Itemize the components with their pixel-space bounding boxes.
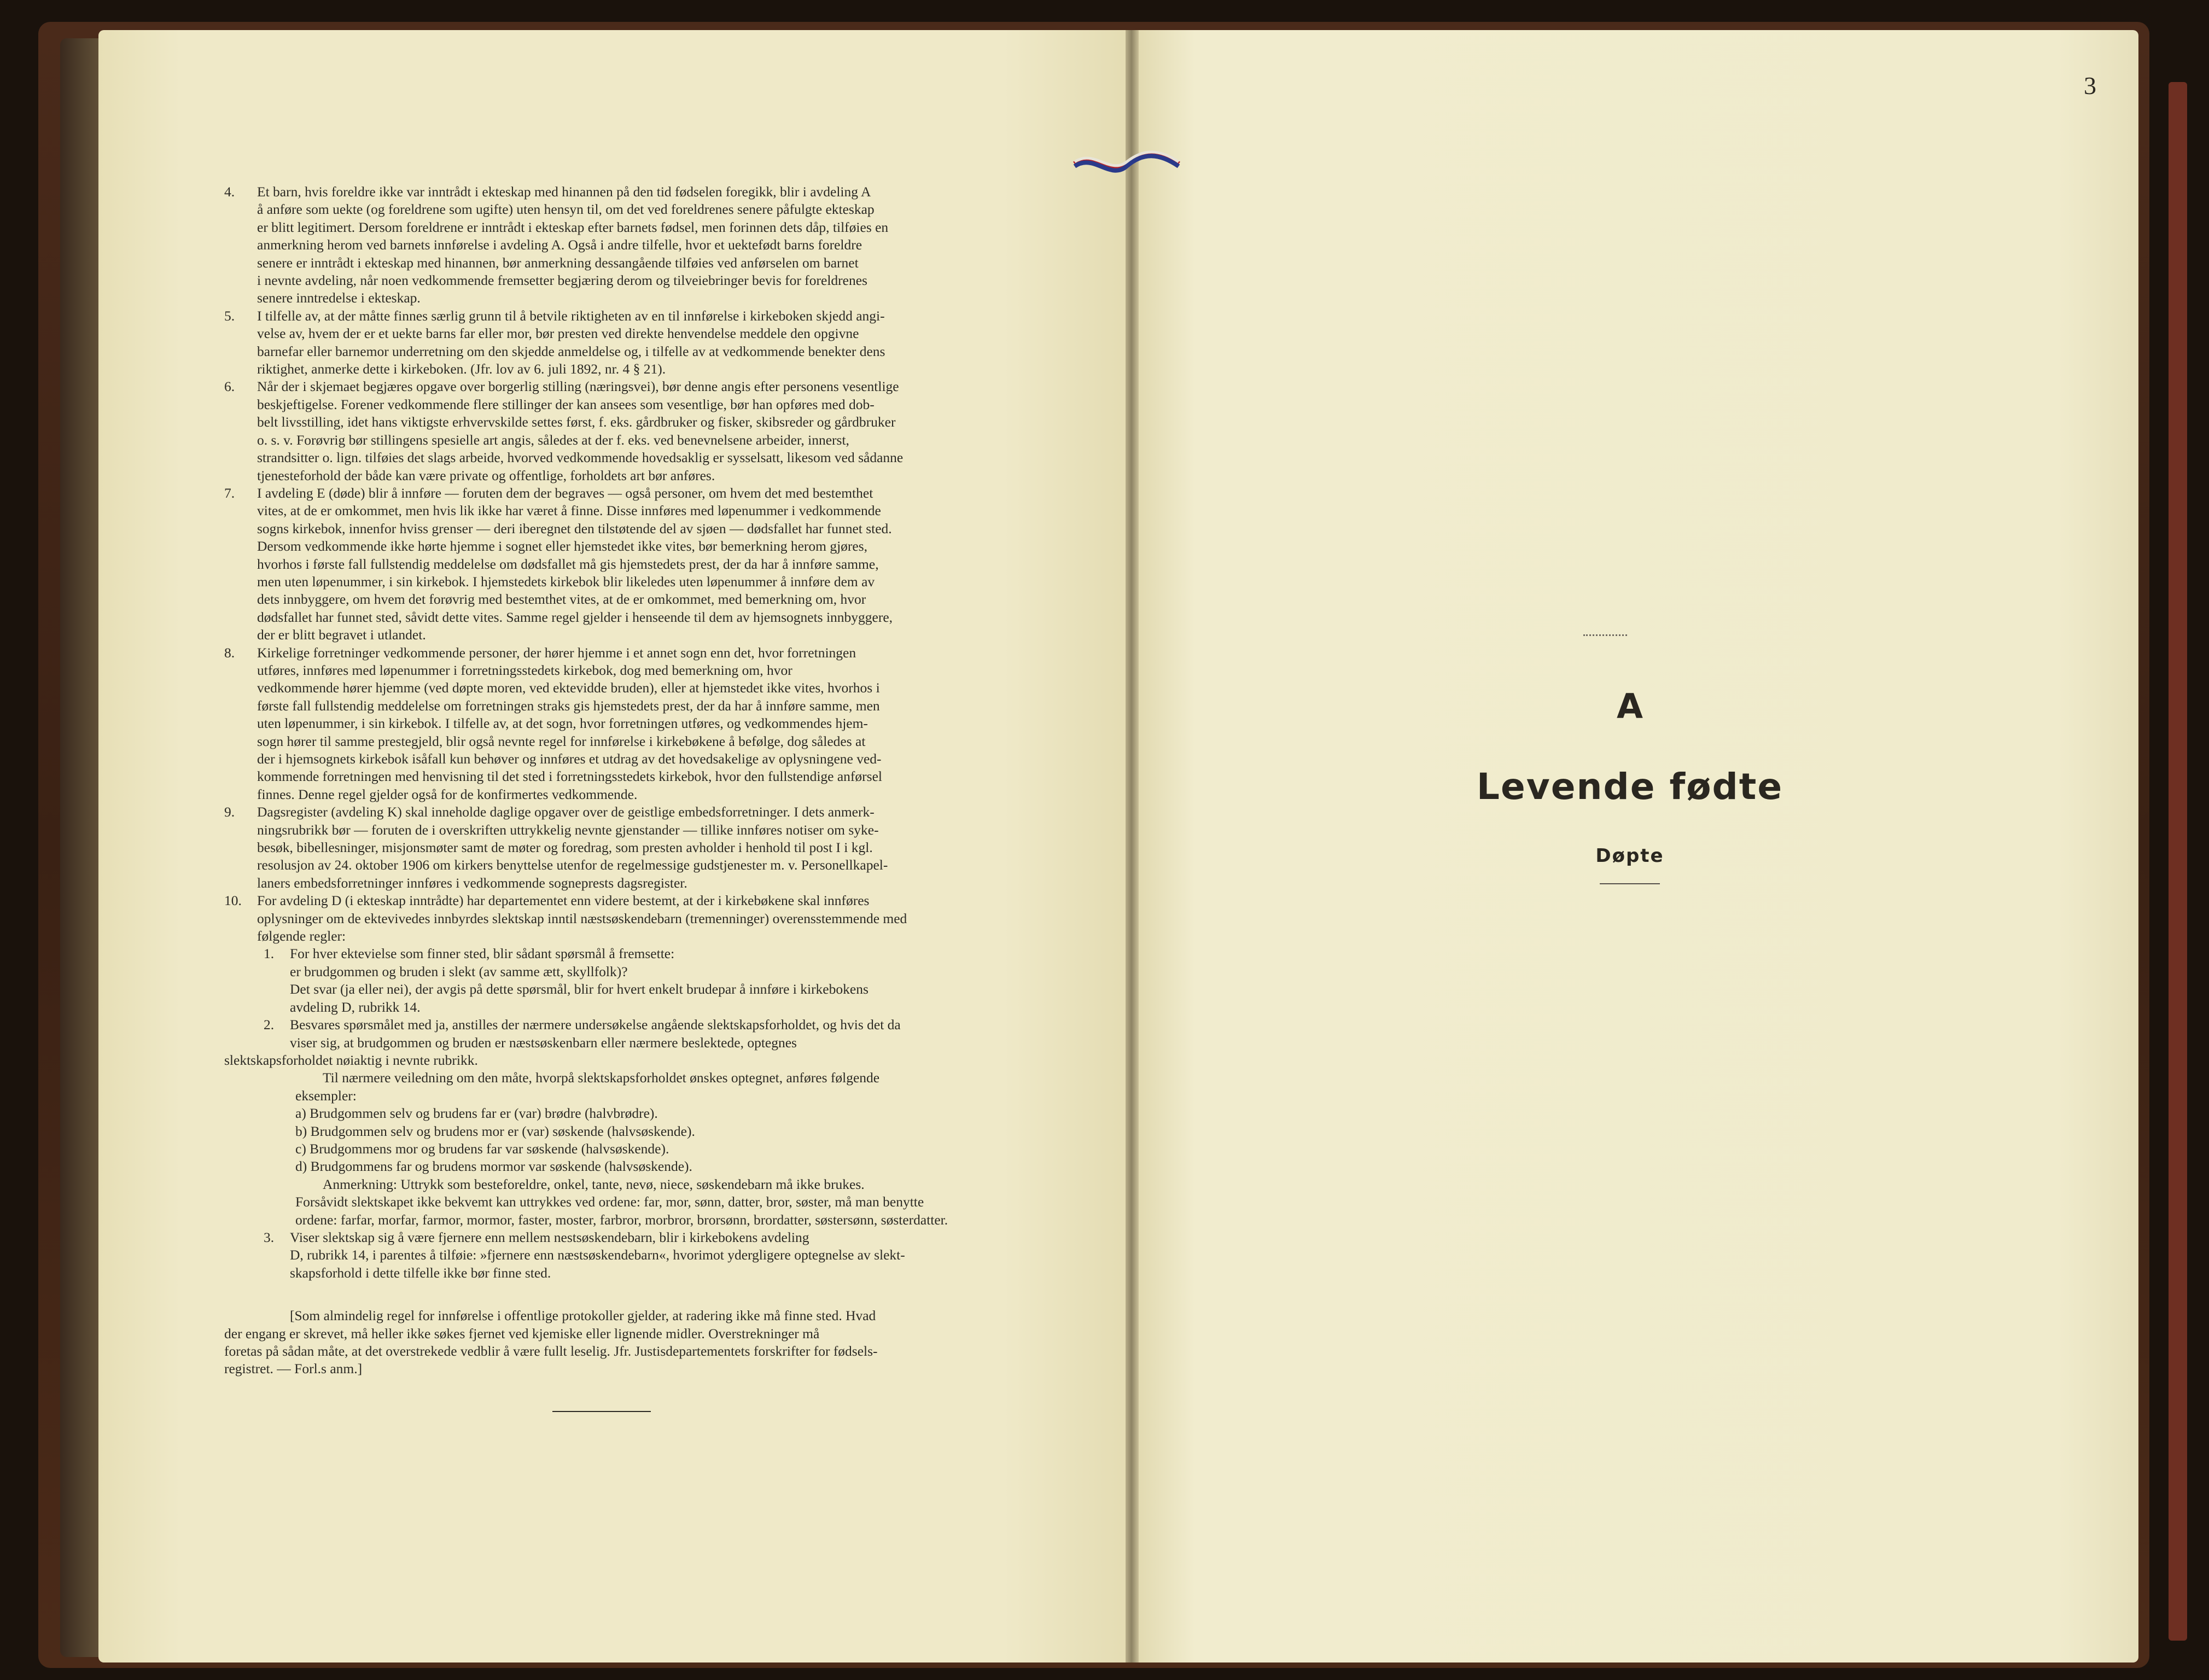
text-line: besøk, bibellesninger, misjonsmøter samt de møter og foredrag, som presten avholder i henhold til post I i kgl. xyxy=(257,839,873,856)
item-number: 10. xyxy=(224,892,242,909)
text-line: strandsitter o. lign. tilføies det slags arbeide, hvorved vedkommende hovedsaklig er sysselsatt, likesom ved sådanne xyxy=(257,450,904,466)
footnote xyxy=(224,1307,1006,1378)
text-line: Dersom vedkommende ikke hørte hjemme i sognet eller hjemstedet ikke vites, bør bemerkning herom gjøres, xyxy=(257,538,868,555)
text-line: laners embedsforretninger innføres i vedkommende sogneprests dagsregister. xyxy=(257,874,687,891)
text-line: anmerkning herom ved barnets innførelse i avdeling A. Også i andre tilfelle, hvor et uektefødt barns foreldre xyxy=(257,237,862,253)
text-line: der er blitt begravet i utlandet. xyxy=(257,627,426,643)
item-number: 2. xyxy=(264,1017,275,1033)
note-line: der engang er skrevet, må heller ikke søkes fjernet ved kjemiske eller lignende midler. Overstrekninger må xyxy=(224,1325,820,1341)
text-line: For hver ektevielse som finner sted, blir sådant spørsmål å fremsette: xyxy=(290,946,675,962)
anmerkning-line: Forsåvidt slektskapet ikke bekvemt kan uttrykkes ved ordene: far, mor, sønn, datter, bror, søster, må man benytte xyxy=(295,1194,924,1210)
paragraph-10 xyxy=(224,892,1006,945)
text-line: o. s. v. Forøvrig bør stillingens spesielle art angis, således at der f. eks. ved benevnelsene arbeider, innerst, xyxy=(257,431,849,448)
book-gutter xyxy=(1126,30,1139,1662)
text-line: ningsrubrikk bør — foruten de i overskriften uttrykkelig nevnte gjenstander — tillike innføres notiser om syke- xyxy=(257,821,879,838)
paragraph-5 xyxy=(224,307,1006,378)
text-line: skapsforhold i dette tilfelle ikke bør finne sted. xyxy=(290,1264,551,1281)
text-line: der i hjemsognets kirkebok isåfall kun behøver og innføres et utdrag av det hovedsakelige av oplysningene ved- xyxy=(257,751,882,767)
text-line: vites, at de er omkommet, men hvis lik ikke har været å finne. Disse innføres med løpenummer i vedkommende xyxy=(257,503,881,519)
section-subtitle: Døpte xyxy=(1595,845,1664,867)
text-line: senere inntredelse i ekteskap. xyxy=(257,290,421,306)
text-line: sogns kirkebok, innenfor hviss grenser — deri iberegnet den tilstøtende del av sjøen — dødsfallet har funnet sted. xyxy=(257,520,892,536)
text-line: resolusjon av 24. oktober 1906 om kirkers benyttelse utenfor de regelmessige gudstjenester m. v. Personellkapel- xyxy=(257,857,888,873)
instructions-text xyxy=(224,183,1006,1412)
text-line: Kirkelige forretninger vedkommende personer, der hører hjemme i et annet sogn enn det, hvor forretningen xyxy=(257,644,856,661)
text-line: I tilfelle av, at der måtte finnes særlig grunn til å betvile riktigheten av en til innførelse i kirkeboken skjedd angi- xyxy=(257,307,885,324)
text-line: tjenesteforhold der både kan være private og offentlige, forholdets art bør anføres. xyxy=(257,467,715,483)
text-line: sogn hører til samme prestegjeld, blir også nevnte regel for innførelse i kirkebøkene å befølge, dog således at xyxy=(257,733,866,749)
text-line: finnes. Denne regel gjelder også for de konfirmertes vedkommende. xyxy=(257,786,638,802)
item-number: 1. xyxy=(264,946,275,962)
text-line: oplysninger om de ektevivedes innbyrdes slektskap inntil næstsøskendebarn (tremenninger) overensstemmende med xyxy=(257,910,907,926)
text-line: Dagsregister (avdeling K) skal inneholde daglige opgaver over de geistlige embedsforretninger. I dets anmerk- xyxy=(257,804,875,820)
text-line: senere er inntrådt i ekteskap med hinannen, bør anmerkning dessangående tilføies ved anførselen om barnet xyxy=(257,254,859,271)
example-line: b) Brudgommen selv og brudens mor er (var) søskende (halvsøskende). xyxy=(295,1123,695,1139)
paragraph-6 xyxy=(224,378,1006,484)
bookmark-ribbon-icon xyxy=(1072,148,1181,180)
text-line: dødsfallet har funnet sted, såvidt dette vites. Samme regel gjelder i henseende til dem av hjemsognets innbyggere, xyxy=(257,609,893,625)
note-line: registret. — Forl.s anm.] xyxy=(224,1361,363,1377)
text-line: er blitt legitimert. Dersom foreldrene er inntrådt i ekteskap efter barnets fødsel, men forinnen dets dåp, tilføies en xyxy=(257,219,889,235)
text-line: vedkommende hører hjemme (ved døpte moren, ved ektevidde bruden), eller at hjemstedet ikke vites, hvorhos i xyxy=(257,680,880,696)
anmerkning-line: ordene: farfar, morfar, farmor, mormor, faster, moster, farbror, morbror, brorsønn, brordatter, søstersønn, søsterdatter. xyxy=(295,1211,948,1228)
text-line: avdeling D, rubrikk 14. xyxy=(290,999,421,1015)
text-line: riktighet, anmerke dette i kirkeboken. (Jfr. lov av 6. juli 1892, nr. 4 § 21). xyxy=(257,361,666,377)
text-line: første fall fullstendig meddelelse om forretningen straks gis hjemstedets prest, der da har å innføre samme, men xyxy=(257,697,880,714)
example-line: d) Brudgommens far og brudens mormor var søskende (halvsøskende). xyxy=(295,1158,692,1175)
text-line: Til nærmere veiledning om den måte, hvorpå slektskapsforholdet ønskes optegnet, anføres følgende xyxy=(323,1070,880,1086)
item-number: 4. xyxy=(224,184,235,200)
item-number: 9. xyxy=(224,804,235,820)
text-line: uten løpenummer, i sin kirkebok. I tilfelle av, at det sogn, hvor forretningen utføres, og vedkommendes hjem- xyxy=(257,715,868,732)
text-line: er brudgommen og bruden i slekt (av samme ætt, skyllfolk)? xyxy=(290,963,628,979)
subtitle-rule xyxy=(1600,883,1660,884)
text-line: kommende forretningen med henvisning til det sted i forretningsstedets kirkebok, hvor den fullstendige anførsel xyxy=(257,768,882,785)
cover-edge xyxy=(2169,82,2187,1641)
section-title: Levende fødte xyxy=(1476,766,1783,808)
subitem-1 xyxy=(224,945,1006,1016)
text-line: men uten løpenummer, i sin kirkebok. I hjemstedets kirkebok blir likeledes uten løpenummer å innføre dem av xyxy=(257,573,875,590)
text-line: For avdeling D (i ekteskap inntrådte) har departementet enn videre bestemt, at der i kirkebøkene skal innføres xyxy=(257,892,870,909)
text-line: eksempler: xyxy=(295,1087,357,1104)
text-line: Når der i skjemaet begjæres opgave over borgerlig stilling (næringsvei), bør denne angis efter personens vesentlige xyxy=(257,378,899,395)
text-line: D, rubrikk 14, i parentes å tilføie: »fjernere enn næstsøskendebarn«, hvorimot ydergligere optegnelse av slekt- xyxy=(290,1247,905,1263)
text-line: slektskapsforholdet nøiaktig i nevnte rubrikk. xyxy=(224,1052,478,1068)
paragraph-9 xyxy=(224,803,1006,892)
text-line: Det svar (ja eller nei), der avgis på dette spørsmål, blir for hvert enkelt brudepar å innføre i kirkebokens xyxy=(290,981,869,998)
paragraph-8 xyxy=(224,644,1006,804)
paragraph-7 xyxy=(224,485,1006,644)
text-line: viser sig, at brudgommen og bruden er næstsøskenbarn eller nærmere beslektede, optegnes xyxy=(290,1034,797,1051)
text-line: Besvares spørsmålet med ja, anstilles der nærmere undersøkelse angående slektskapsforholdet, og hvis det da xyxy=(290,1017,901,1033)
page-number: 3 xyxy=(2084,72,2096,100)
text-line: Et barn, hvis foreldre ikke var inntrådt i ekteskap med hinannen på den tid fødselen foregikk, blir i avdeling A xyxy=(257,184,871,200)
pencil-mark xyxy=(1583,634,1627,636)
subitem-3 xyxy=(224,1229,1006,1282)
anmerkning-line: Anmerkning: Uttrykk som besteforeldre, onkel, tante, nevø, niece, søskendebarn må ikke brukes. xyxy=(323,1176,865,1192)
note-line: [Som almindelig regel for innførelse i offentlige protokoller gjelder, at radering ikke må finne sted. Hvad xyxy=(290,1308,876,1324)
item-number: 3. xyxy=(264,1229,275,1245)
note-line: foretas på sådan måte, at det overstrekede vedblir å være fullt leselig. Jfr. Justisdepartementets forskrifter for fødsels- xyxy=(224,1343,878,1359)
text-line: belt livsstilling, idet hans viktigste erhvervskilde settes først, f. eks. gårdbruker og fisker, skibsreder og gårdbruker xyxy=(257,414,896,430)
text-line: I avdeling E (døde) blir å innføre — foruten dem der begraves — også personer, om hvem det med bestemthet xyxy=(257,485,873,501)
item-number: 6. xyxy=(224,378,235,395)
example-line: a) Brudgommen selv og brudens far er (var) brødre (halvbrødre). xyxy=(295,1105,658,1122)
text-line: beskjeftigelse. Forener vedkommende flere stillinger der kan ansees som vesentlige, bør han opføres med dob- xyxy=(257,396,875,412)
example-line: c) Brudgommens mor og brudens far var søskende (halvsøskende). xyxy=(295,1140,669,1157)
text-line: å anføre som uekte (og foreldrene som ugifte) uten hensyn til, om det ved foreldrenes senere påfulgte ekteskap xyxy=(257,201,875,218)
text-line: hvorhos i første fall fullstendig meddelelse om dødsfallet må gis hjemstedets prest, der da har å innføre samme, xyxy=(257,556,879,572)
text-line: følgende regler: xyxy=(257,928,346,944)
end-rule xyxy=(552,1411,651,1412)
item-number: 5. xyxy=(224,307,235,324)
text-line: velse av, hvem der er et uekte barns far eller mor, bør presten ved direkte henvendelse meddele den opgivne xyxy=(257,325,859,342)
text-line: Viser slektskap sig å være fjernere enn mellem nestsøskendebarn, blir i kirkebokens avdeling xyxy=(290,1229,809,1245)
text-line: i nevnte avdeling, når noen vedkommende fremsetter begjæring derom og tilveiebringer bevis for foreldrenes xyxy=(257,272,867,289)
subitem-2 xyxy=(224,1016,1006,1052)
text-line: barnefar eller barnemor underretning om den skjedde anmeldelse og, i tilfelle av at vedkommende benekter dens xyxy=(257,343,885,359)
paragraph-4 xyxy=(224,183,1006,307)
item-number: 7. xyxy=(224,485,235,501)
item-number: 8. xyxy=(224,644,235,661)
section-letter: A xyxy=(1617,686,1643,726)
text-line: dets innbyggere, om hvem det forøvrig med bestemthet vites, at de er omkommet, med bemerkning om, hvor xyxy=(257,591,866,608)
text-line: utføres, innføres med løpenummer i forretningsstedets kirkebok, dog med bemerkning om, hvor xyxy=(257,662,792,678)
